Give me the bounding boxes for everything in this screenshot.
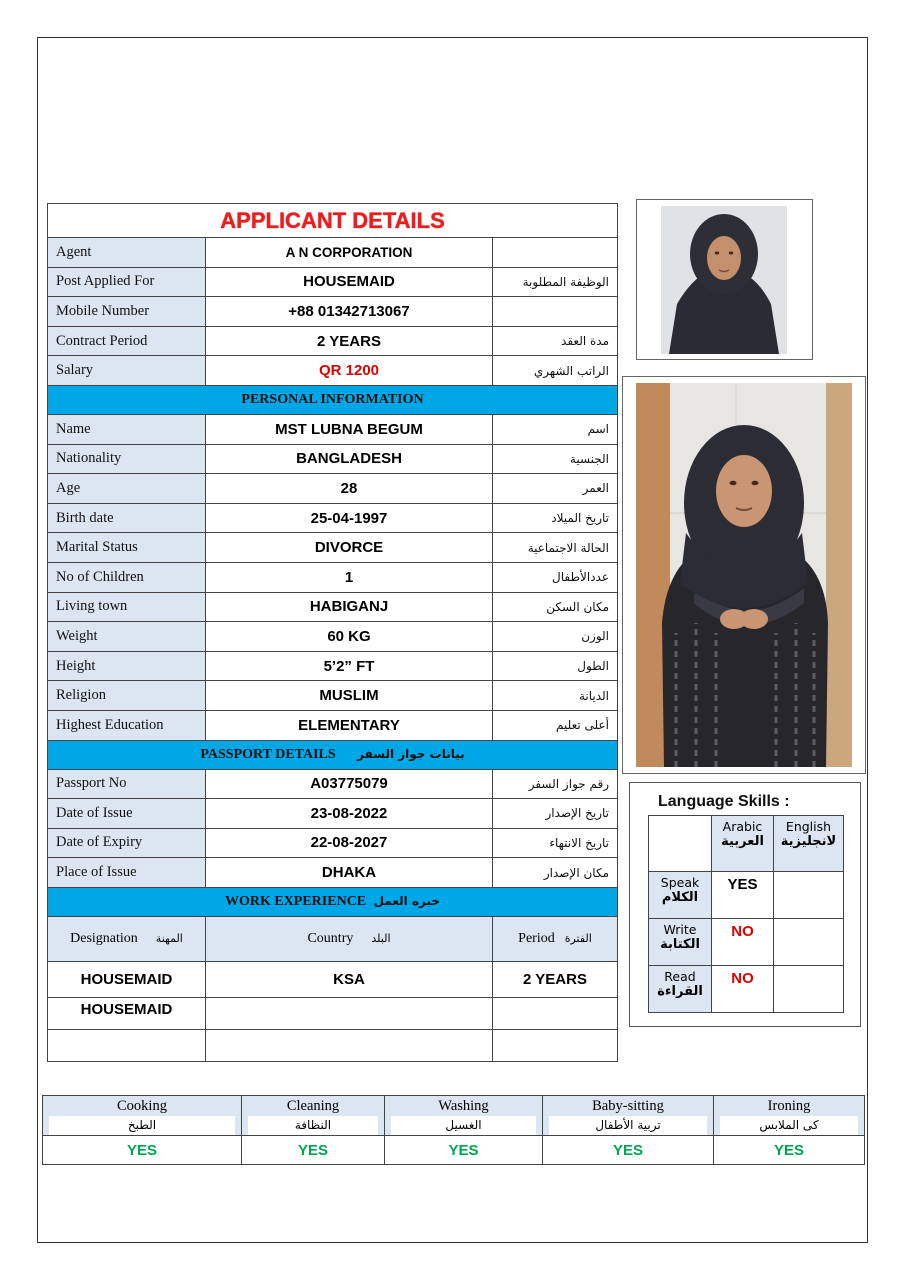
personal-value: ELEMENTARY: [206, 710, 493, 740]
personal-row: [48, 503, 618, 533]
skill-ar: تربية الأطفال: [549, 1116, 707, 1135]
language-skills-table: [648, 815, 844, 1013]
salary-row: [48, 356, 618, 386]
personal-arabic: مكان السكن: [493, 592, 618, 622]
personal-arabic: الجنسية: [493, 444, 618, 474]
speak-arabic-value: YES: [712, 872, 774, 919]
work-header-ar: الفترة: [564, 932, 592, 946]
passport-value: 22-08-2027: [206, 828, 493, 858]
page-title: APPLICANT DETAILS: [48, 204, 618, 238]
skill-en: Cooking: [117, 1098, 167, 1114]
language-corner-cell: [649, 816, 712, 872]
personal-row: [48, 562, 618, 592]
personal-arabic: أعلى تعليم: [493, 710, 618, 740]
personal-value: 25-04-1997: [206, 503, 493, 533]
mobile-row: [48, 297, 618, 327]
work-row: [48, 961, 618, 997]
skill-ar: الطبخ: [49, 1116, 235, 1135]
full-photo-frame: [622, 376, 866, 774]
personal-label: Weight: [48, 622, 206, 652]
language-row-read: [649, 966, 844, 1013]
work-section-title-ar: خبره العمل: [373, 893, 441, 908]
personal-label: Birth date: [48, 503, 206, 533]
skill-header: [543, 1096, 714, 1136]
passport-label: Date of Issue: [48, 799, 206, 829]
skill-header: [385, 1096, 543, 1136]
work-designation: [48, 1029, 206, 1061]
work-row: [48, 997, 618, 1029]
language-col-arabic: [712, 816, 774, 872]
work-header-en: Period: [518, 930, 555, 946]
language-row-label: [649, 919, 712, 966]
salary-value: QR 1200: [206, 356, 493, 386]
language-row-en: Write: [663, 922, 697, 937]
passport-row: [48, 858, 618, 888]
personal-row: [48, 710, 618, 740]
work-header-ar: البلد: [371, 932, 391, 946]
write-arabic-value: NO: [712, 919, 774, 966]
work-country: KSA: [206, 961, 493, 997]
personal-row: [48, 533, 618, 563]
work-header-row: [48, 916, 618, 961]
personal-value: MUSLIM: [206, 681, 493, 711]
work-country: [206, 1029, 493, 1061]
post-label: Post Applied For: [48, 267, 206, 297]
personal-row: [48, 592, 618, 622]
language-col-en: Arabic: [722, 819, 763, 834]
personal-label: Religion: [48, 681, 206, 711]
passport-section-title: PASSPORT DETAILS: [200, 746, 336, 762]
language-col-ar: العربية: [721, 834, 764, 849]
passport-arabic: تاريخ الانتهاء: [493, 828, 618, 858]
skill-en: Baby-sitting: [592, 1098, 664, 1114]
skill-ar: کی الملابس: [720, 1116, 858, 1135]
language-row-ar: الكلام: [661, 890, 699, 905]
passport-section-header: [48, 740, 618, 769]
skill-en: Cleaning: [286, 1098, 340, 1114]
skill-header: [714, 1096, 865, 1136]
personal-value: 28: [206, 474, 493, 504]
personal-label: Height: [48, 651, 206, 681]
personal-arabic: الحالة الاجتماعية: [493, 533, 618, 563]
personal-label: Living town: [48, 592, 206, 622]
personal-row: [48, 414, 618, 444]
personal-label: Highest Education: [48, 710, 206, 740]
personal-arabic: عددالأطفال: [493, 562, 618, 592]
work-row: [48, 1029, 618, 1061]
work-period: 2 YEARS: [493, 961, 618, 997]
write-english-value: [774, 919, 844, 966]
agent-value: A N CORPORATION: [206, 238, 493, 268]
passport-photo: [661, 206, 787, 354]
agent-arabic: [493, 238, 618, 268]
personal-arabic: الديانة: [493, 681, 618, 711]
salary-arabic: الراتب الشهري: [493, 356, 618, 386]
work-header-ar: المهنة: [155, 932, 183, 946]
skill-value: YES: [714, 1136, 865, 1165]
personal-row: [48, 444, 618, 474]
language-col-en: English: [785, 819, 832, 834]
skills-table: [42, 1095, 865, 1165]
passport-arabic: مكان الإصدار: [493, 858, 618, 888]
personal-arabic: العمر: [493, 474, 618, 504]
language-skills-box: [629, 782, 861, 1027]
language-row-label: [649, 872, 712, 919]
mobile-value: +88 01342713067: [206, 297, 493, 327]
skill-en: Ironing: [767, 1098, 811, 1114]
work-designation: HOUSEMAID: [48, 997, 206, 1029]
work-section-header: [48, 887, 618, 916]
passport-arabic: رقم جواز السفر: [493, 769, 618, 799]
contract-value: 2 YEARS: [206, 326, 493, 356]
passport-label: Passport No: [48, 769, 206, 799]
language-row-ar: الكتابة: [660, 937, 700, 952]
post-row: [48, 267, 618, 297]
passport-value: 23-08-2022: [206, 799, 493, 829]
personal-value: HABIGANJ: [206, 592, 493, 622]
personal-value: 1: [206, 562, 493, 592]
personal-section-title: PERSONAL INFORMATION: [48, 385, 618, 414]
language-col-english: [774, 816, 844, 872]
salary-label: Salary: [48, 356, 206, 386]
work-period: [493, 1029, 618, 1061]
title-row: [48, 204, 618, 238]
work-header-en: Country: [307, 930, 354, 946]
passport-section-title-ar: بيانات جواز السفر: [357, 746, 465, 761]
contract-row: [48, 326, 618, 356]
passport-label: Place of Issue: [48, 858, 206, 888]
skills-header-row: [43, 1096, 865, 1136]
passport-section-cell: [48, 740, 618, 769]
passport-value: DHAKA: [206, 858, 493, 888]
language-row-label: [649, 966, 712, 1013]
skill-ar: الغسيل: [391, 1116, 536, 1135]
language-row-ar: القراءة: [657, 984, 703, 999]
contract-label: Contract Period: [48, 326, 206, 356]
passport-photo-frame: [636, 199, 813, 360]
personal-arabic: تاريخ الميلاد: [493, 503, 618, 533]
personal-section-header: [48, 385, 618, 414]
skill-value: YES: [43, 1136, 242, 1165]
work-header-period: [493, 916, 618, 961]
skill-value: YES: [242, 1136, 385, 1165]
work-header-country: [206, 916, 493, 961]
personal-value: DIVORCE: [206, 533, 493, 563]
passport-label: Date of Expiry: [48, 828, 206, 858]
personal-value: 5’2” FT: [206, 651, 493, 681]
language-row-write: [649, 919, 844, 966]
personal-value: 60 KG: [206, 622, 493, 652]
passport-row: [48, 828, 618, 858]
personal-label: Name: [48, 414, 206, 444]
mobile-label: Mobile Number: [48, 297, 206, 327]
personal-value: MST LUBNA BEGUM: [206, 414, 493, 444]
language-skills-title: Language Skills :: [658, 793, 790, 810]
personal-value: BANGLADESH: [206, 444, 493, 474]
work-designation: HOUSEMAID: [48, 961, 206, 997]
work-header-designation: [48, 916, 206, 961]
passport-value: A03775079: [206, 769, 493, 799]
language-col-ar: لانجليزية: [780, 834, 837, 849]
applicant-details-table: [47, 203, 618, 1062]
skill-header: [242, 1096, 385, 1136]
work-period: [493, 997, 618, 1029]
language-row-en: Read: [664, 969, 696, 984]
work-header-en: Designation: [70, 930, 138, 946]
personal-arabic: اسم: [493, 414, 618, 444]
passport-row: [48, 769, 618, 799]
personal-label: Nationality: [48, 444, 206, 474]
skill-en: Washing: [438, 1098, 489, 1114]
personal-arabic: الوزن: [493, 622, 618, 652]
full-body-photo: [636, 383, 852, 767]
personal-row: [48, 474, 618, 504]
skill-header: [43, 1096, 242, 1136]
read-arabic-value: NO: [712, 966, 774, 1013]
language-row-en: Speak: [660, 875, 700, 890]
work-section-cell: [48, 887, 618, 916]
personal-label: Marital Status: [48, 533, 206, 563]
personal-row: [48, 622, 618, 652]
skill-ar: النظافة: [248, 1116, 378, 1135]
language-header-row: [649, 816, 844, 872]
skills-value-row: [43, 1136, 865, 1165]
personal-row: [48, 681, 618, 711]
agent-label: Agent: [48, 238, 206, 268]
personal-arabic: الطول: [493, 651, 618, 681]
skill-value: YES: [543, 1136, 714, 1165]
personal-label: No of Children: [48, 562, 206, 592]
passport-row: [48, 799, 618, 829]
post-arabic: الوظيفة المطلوبة: [493, 267, 618, 297]
contract-arabic: مدة العقد: [493, 326, 618, 356]
mobile-arabic: [493, 297, 618, 327]
personal-label: Age: [48, 474, 206, 504]
work-section-title: WORK EXPERIENCE: [224, 893, 367, 909]
read-english-value: [774, 966, 844, 1013]
speak-english-value: [774, 872, 844, 919]
personal-row: [48, 651, 618, 681]
language-row-speak: [649, 872, 844, 919]
post-value: HOUSEMAID: [206, 267, 493, 297]
passport-arabic: تاريخ الإصدار: [493, 799, 618, 829]
work-country: [206, 997, 493, 1029]
skill-value: YES: [385, 1136, 543, 1165]
agent-row: [48, 238, 618, 268]
